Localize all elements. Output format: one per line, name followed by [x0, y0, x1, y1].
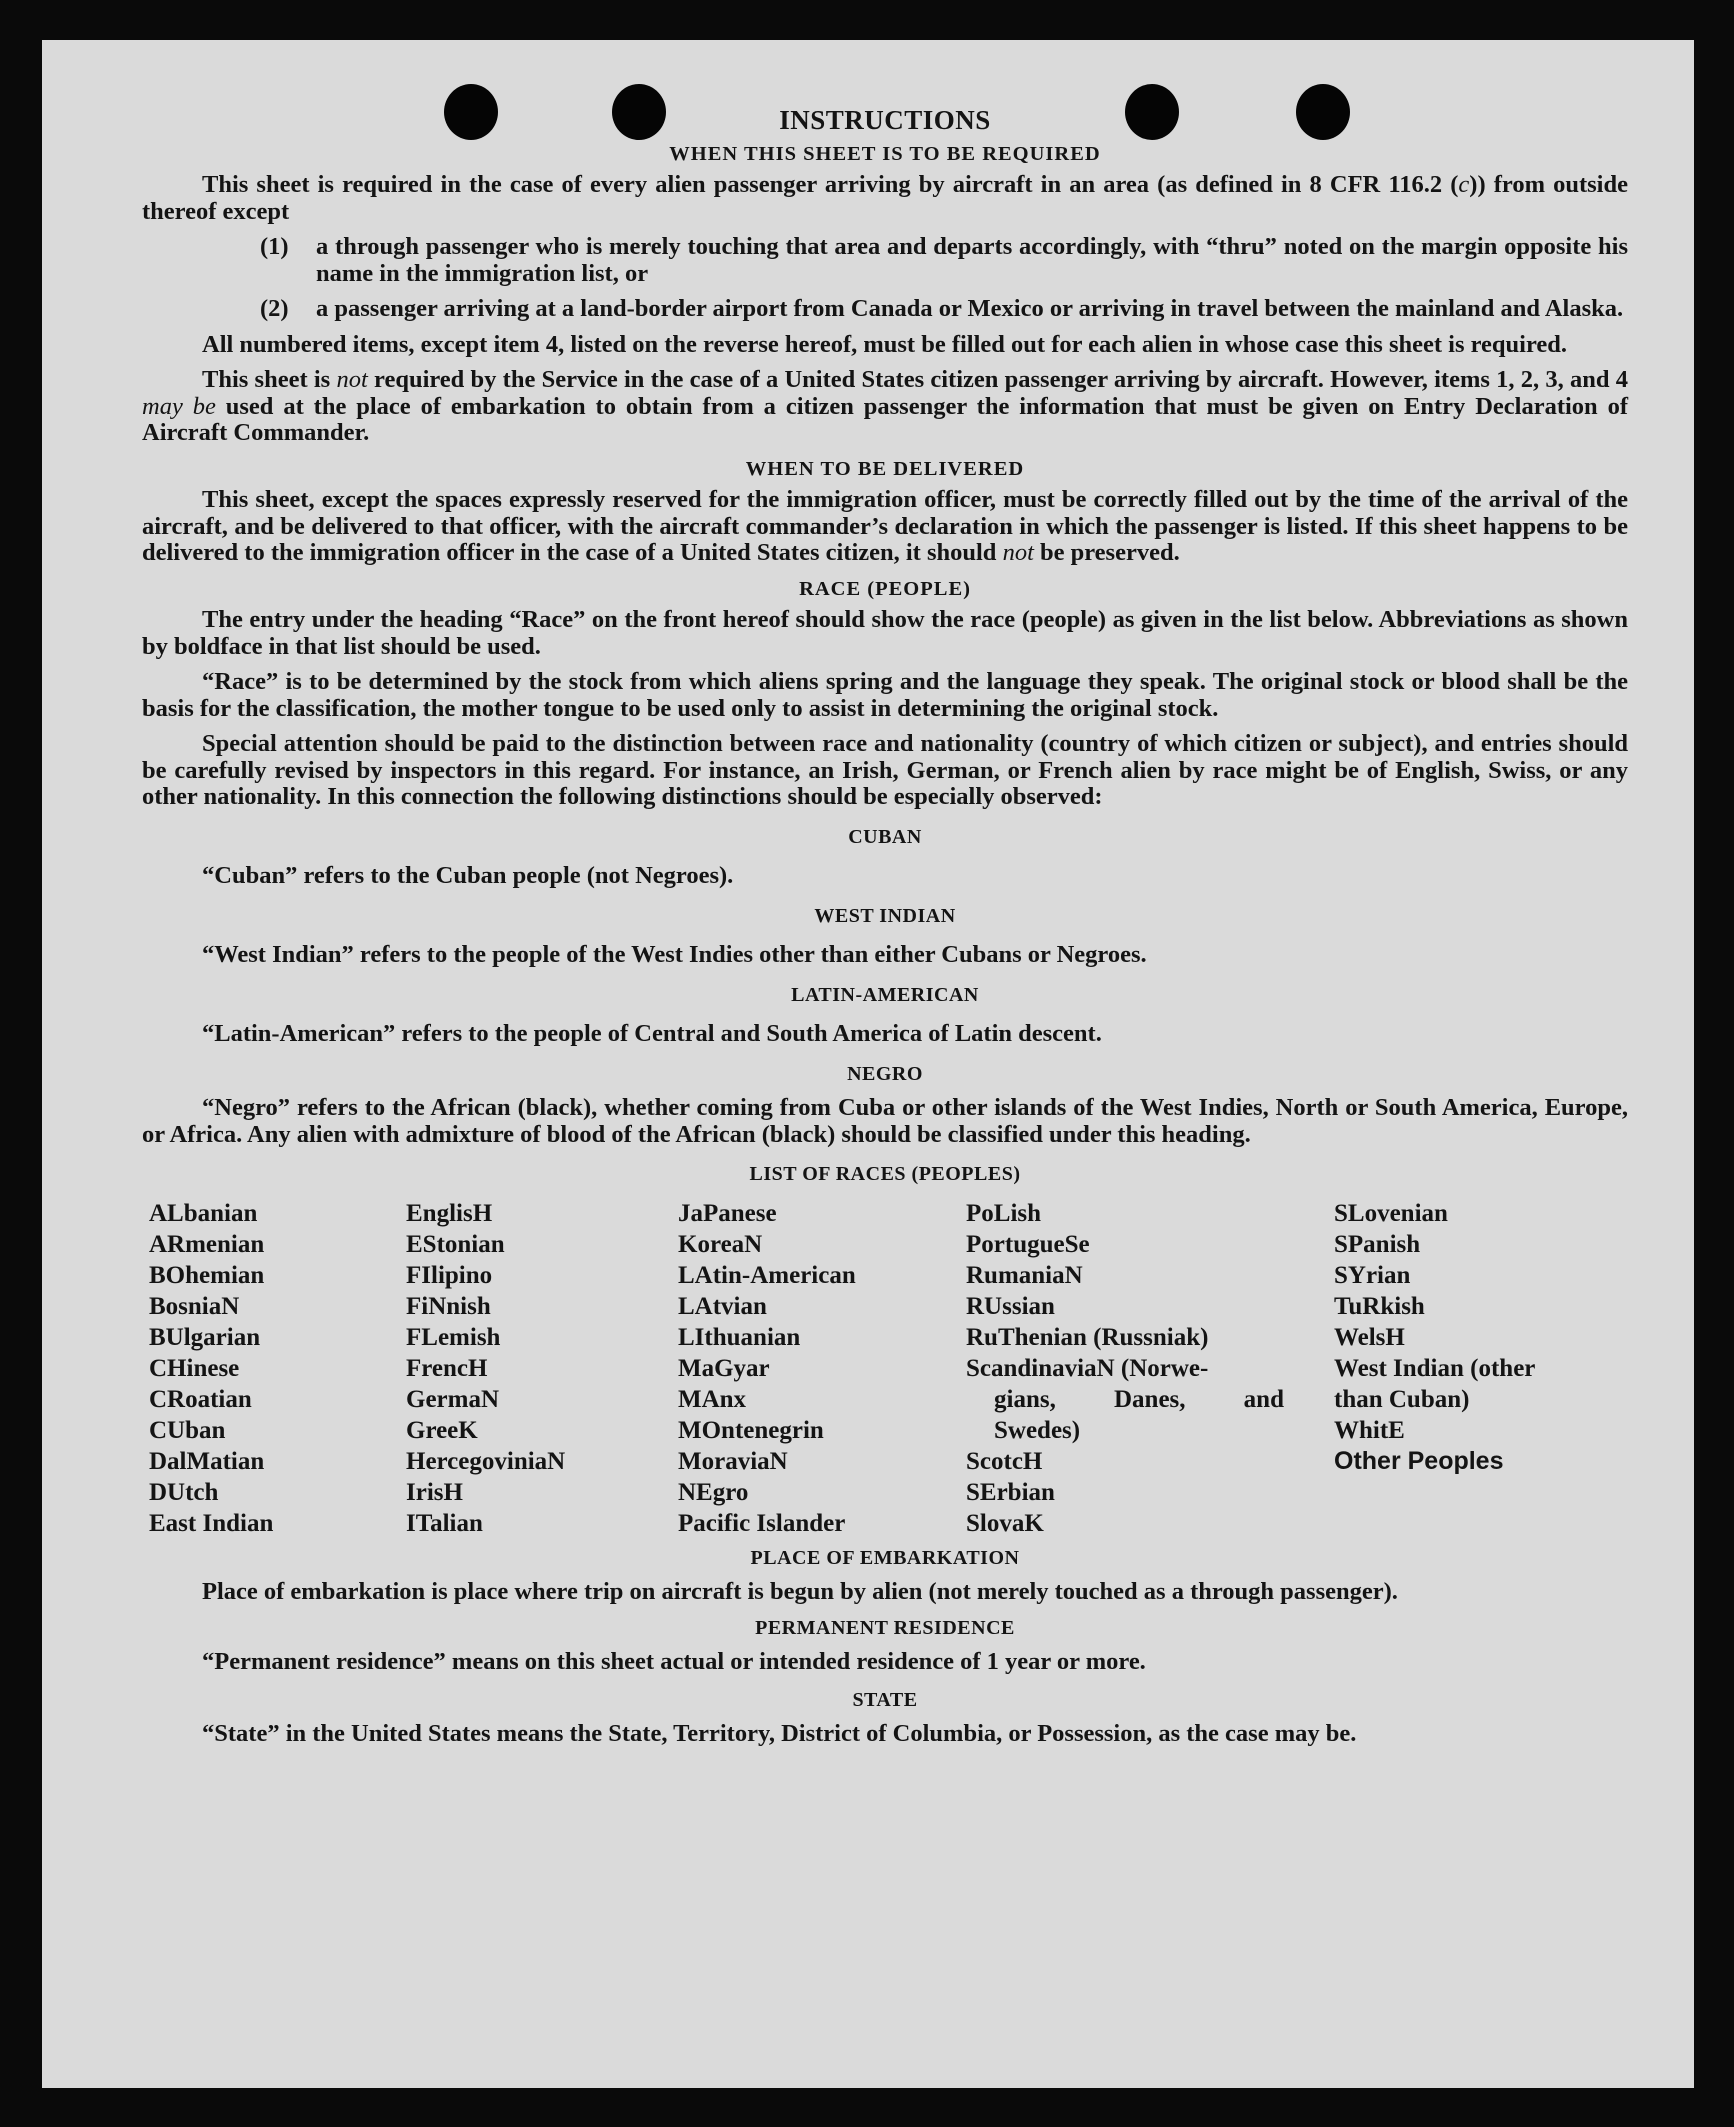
cuban-text: “Cuban” refers to the Cuban people (not Negroes).: [202, 862, 734, 889]
race-item: JaPanese: [678, 1199, 777, 1227]
race-item: FrencH: [406, 1354, 488, 1382]
heading-negro: NEGRO: [847, 1062, 923, 1085]
exception-item-1: (1) a through passenger who is merely touching that area and departs accordingly, with “thru” noted on the margin opposite his name in the immigration list, or: [260, 233, 1628, 287]
heading-delivered: WHEN TO BE DELIVERED: [745, 457, 1025, 480]
heading-residence: PERMANENT RESIDENCE: [755, 1616, 1015, 1639]
race-item: LAtvian: [678, 1292, 767, 1320]
heading-embarkation: PLACE OF EMBARKATION: [750, 1546, 1020, 1569]
race-item: NEgro: [678, 1478, 749, 1506]
race-paragraph-3: Special attention should be paid to the distinction between race and nationality (country of which citizen or subject), and entries should be carefully revised by inspectors in this regard. For instance, an Irish, German, or French alien by race might be of English, Swiss, or any other nationality. In this connection the following distinctions should be especially observed:: [142, 730, 1628, 810]
race-item: HercegoviniaN: [406, 1447, 566, 1475]
race-item: TuRkish: [1334, 1292, 1425, 1320]
race-item: ScotcH: [966, 1447, 1043, 1475]
race-item: DUtch: [149, 1478, 219, 1506]
race-item: DalMatian: [149, 1447, 265, 1475]
heading-race: RACE (PEOPLE): [799, 577, 971, 600]
race-item: GermaN: [406, 1385, 500, 1413]
race-item: SLovenian: [1334, 1199, 1448, 1227]
heading-cuban: CUBAN: [848, 825, 922, 848]
required-intro: This sheet is required in the case of every alien passenger arriving by aircraft in an area (as defined in 8 CFR 116.2 (c)) from outside thereof except: [142, 171, 1628, 225]
races-column-4: [966, 1198, 1334, 1539]
state-paragraph: “State” in the United States means the State, Territory, District of Columbia, or Possession, as the case may be.: [202, 1720, 1357, 1747]
race-item: WelsH: [1334, 1323, 1405, 1351]
residence-text: “Permanent residence” means on this sheet actual or intended residence of 1 year or more.: [202, 1648, 1146, 1675]
citizen-paragraph: This sheet is not required by the Service in the case of a United States citizen passenger arriving by aircraft. However, items 1, 2, 3, and 4 may be used at the place of embarkation to obtain from a citizen passenger the information that must be given on Entry Declaration of Aircraft Commander.: [142, 366, 1629, 446]
race-item: EStonian: [406, 1230, 505, 1258]
races-column-5: [1334, 1198, 1594, 1539]
heading-latin-american: LATIN-AMERICAN: [791, 983, 979, 1006]
race-item: GreeK: [406, 1416, 478, 1444]
heading-races-list: LIST OF RACES (PEOPLES): [749, 1163, 1021, 1185]
race-item: West Indian (other: [1334, 1354, 1536, 1382]
race-item: ScandinaviaN (Norwe-: [966, 1354, 1209, 1382]
race-item: SPanish: [1334, 1230, 1421, 1258]
race-item: Pacific Islander: [678, 1509, 846, 1537]
race-item: MOntenegrin: [678, 1416, 824, 1444]
race-item: than Cuban): [1334, 1385, 1470, 1413]
race-item: SYrian: [1334, 1261, 1411, 1289]
race-item: BOhemian: [149, 1261, 265, 1289]
race-item: ARmenian: [149, 1230, 265, 1258]
race-item: SlovaK: [966, 1509, 1044, 1537]
race-item: RuThenian (Russniak): [966, 1323, 1209, 1351]
document-page: [42, 40, 1694, 2088]
race-item: MAnx: [678, 1385, 747, 1413]
race-item: Swedes): [994, 1416, 1081, 1444]
race-item: CHinese: [149, 1354, 240, 1382]
race-item: FIlipino: [406, 1261, 493, 1289]
heading-required: WHEN THIS SHEET IS TO BE REQUIRED: [669, 142, 1101, 165]
delivered-paragraph: This sheet, except the spaces expressly reserved for the immigration officer, must be correctly filled out by the time of the arrival of the aircraft, and be delivered to that officer, with the aircraft commander’s declaration in which the passenger is listed. If this sheet happens to be delivered to the immigration officer in the case of a United States citizen, it should not be preserved.: [142, 486, 1628, 566]
race-item: KoreaN: [678, 1230, 763, 1258]
race-item: RUssian: [966, 1292, 1055, 1320]
race-item: SErbian: [966, 1478, 1055, 1506]
race-item: ALbanian: [149, 1199, 258, 1227]
page-title: INSTRUCTIONS: [779, 105, 991, 135]
negro-paragraph: “Negro” refers to the African (black), whether coming from Cuba or other islands of the West Indies, North or South America, Europe, or Africa. Any alien with admixture of blood of the African (black) should be classified under this heading.: [142, 1094, 1628, 1148]
latin-american-text: “Latin-American” refers to the people of Central and South America of Latin descent.: [202, 1020, 1102, 1047]
heading-west-indian: WEST INDIAN: [814, 904, 956, 927]
instructions-text: [142, 107, 1628, 1757]
race-item: ITalian: [406, 1509, 483, 1537]
west-indian-text: “West Indian” refers to the people of the West Indies other than either Cubans or Negroes.: [202, 941, 1147, 968]
race-item: East Indian: [149, 1509, 274, 1537]
race-item: PortugueSe: [966, 1230, 1090, 1258]
race-item: IrisH: [406, 1478, 463, 1506]
exception-item-2: (2) a passenger arriving at a land-border airport from Canada or Mexico or arriving in travel between the mainland and Alaska.: [260, 295, 1624, 322]
race-item: LIthuanian: [678, 1323, 801, 1351]
heading-state: STATE: [852, 1688, 918, 1711]
races-column-2: [406, 1198, 678, 1539]
race-item: RumaniaN: [966, 1261, 1083, 1289]
races-column-3: [678, 1198, 966, 1539]
race-item: MaGyar: [678, 1354, 770, 1382]
races-list: [149, 1198, 1628, 1539]
numbered-items-paragraph: All numbered items, except item 4, listed on the reverse hereof, must be filled out for each alien in whose case this sheet is required.: [202, 330, 1568, 358]
race-item: PoLish: [966, 1199, 1042, 1227]
race-item: FiNnish: [406, 1292, 491, 1320]
races-column-1: [149, 1198, 406, 1539]
race-item: BUlgarian: [149, 1323, 261, 1351]
race-item: CUban: [149, 1416, 226, 1444]
race-paragraph-2: “Race” is to be determined by the stock from which aliens spring and the language they speak. The original stock or blood shall be the basis for the classification, the mother tongue to be used only to assist in determining the original stock.: [142, 668, 1628, 722]
race-item: CRoatian: [149, 1385, 252, 1413]
embarkation-paragraph: Place of embarkation is place where trip on aircraft is begun by alien (not merely touched as a through passenger).: [202, 1578, 1398, 1605]
race-item: BosniaN: [149, 1292, 240, 1320]
race-item: gians, Danes, and: [994, 1385, 1284, 1413]
race-item: FLemish: [406, 1323, 501, 1351]
race-paragraph-1: The entry under the heading “Race” on the front hereof should show the race (people) as given in the list below. Abbreviations as shown by boldface in that list should be used.: [142, 606, 1628, 660]
race-item: MoraviaN: [678, 1447, 788, 1475]
race-item: WhitE: [1334, 1416, 1405, 1444]
race-item: EnglisH: [406, 1199, 493, 1227]
race-item: Other Peoples: [1334, 1446, 1504, 1475]
race-item: LAtin-American: [678, 1261, 856, 1289]
